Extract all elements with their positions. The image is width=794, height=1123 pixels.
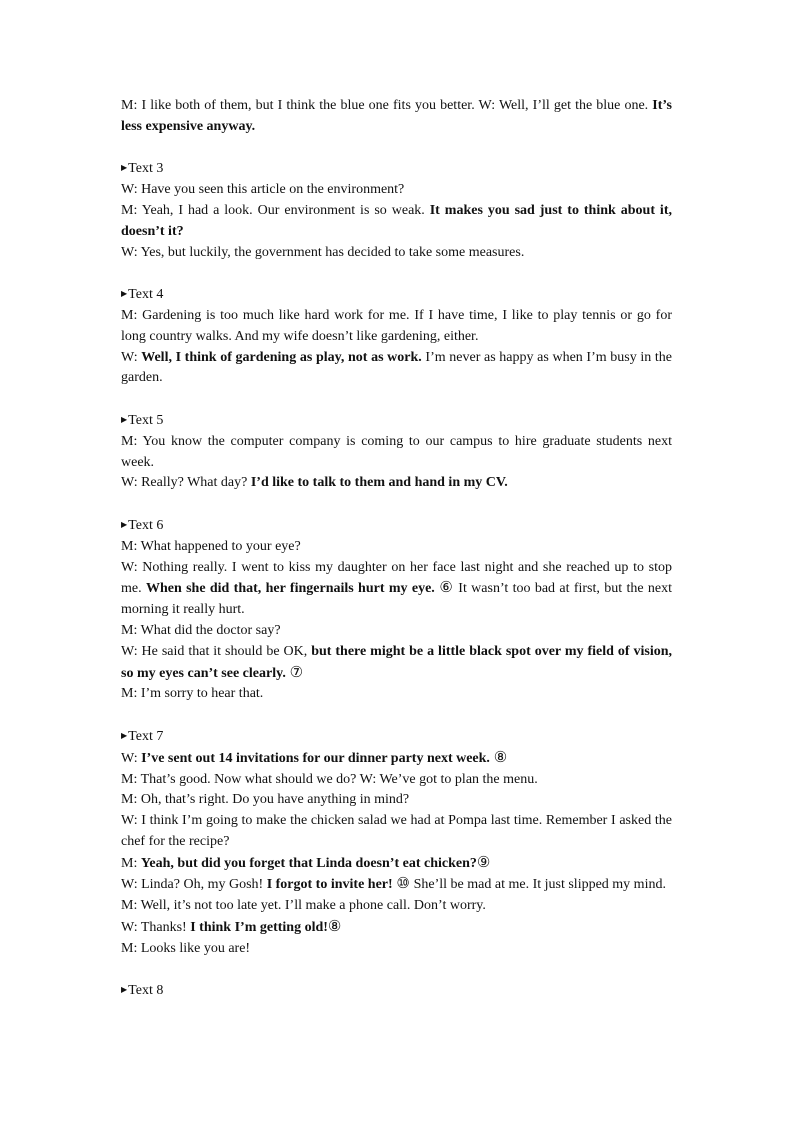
dialogue-line [121, 306, 672, 348]
section-heading-label: Text 4 [128, 287, 164, 303]
dialogue-line [121, 811, 672, 853]
dialogue-line [121, 201, 672, 243]
answer-marker: ⑧ [327, 919, 342, 936]
text-section [121, 284, 672, 389]
dialogue-line [121, 558, 672, 621]
line-text: I’m never as happy as when I’m busy in the garden. [121, 349, 673, 386]
key-sentence: It makes you sad just to think about it, doesn’t it? [121, 202, 672, 239]
key-sentence: I’ve sent out 14 invitations for our dinner party next week. [141, 750, 490, 766]
triangle-right-icon: ▶ [121, 730, 128, 740]
line-text: M: What did the doctor say? [121, 622, 281, 638]
triangle-right-icon: ▶ [121, 985, 128, 995]
dialogue-line [121, 770, 672, 791]
triangle-right-icon: ▶ [121, 163, 128, 173]
line-text: M: Oh, that’s right. Do you have anything in mind? [121, 792, 410, 808]
triangle-right-icon: ▶ [121, 289, 128, 299]
key-sentence: Yeah, but did you forget that Linda doesn’t eat chicken? [140, 855, 477, 871]
line-text: M: I’m sorry to hear that. [121, 686, 264, 702]
triangle-right-icon: ▶ [121, 519, 128, 529]
section-heading-label: Text 8 [128, 983, 164, 999]
line-text: W: Really? What day? [121, 475, 251, 491]
key-sentence: Well, I think of gardening as play, not as work. [141, 349, 422, 365]
triangle-right-icon: ▶ [121, 414, 128, 424]
text-section [121, 726, 672, 960]
line-text: W: [121, 750, 142, 766]
dialogue-line [121, 917, 672, 939]
dialogue-line [121, 748, 672, 770]
dialogue-line [121, 939, 672, 960]
line-text: W: Have you seen this article on the environment? [121, 182, 405, 198]
line-text: M: Yeah, I had a look. Our environment is so weak. [121, 202, 430, 218]
key-sentence: but there might be a little black spot over my field of vision, so my eyes can’t see clearly. [121, 643, 672, 681]
line-text: M: Looks like you are! [121, 940, 251, 956]
dialogue-line [121, 621, 672, 642]
dialogue-line [121, 790, 672, 811]
dialogue-line [121, 243, 672, 264]
transcript-body [121, 96, 672, 1002]
section-heading-label: Text 7 [128, 728, 164, 744]
line-text: W: Yes, but luckily, the government has decided to take some measures. [121, 244, 525, 260]
section-heading-label: Text 6 [128, 517, 164, 533]
dialogue-line [121, 432, 672, 474]
line-text: M: I like both of them, but I think the blue one fits you better. W: Well, I’ll get the blue one. [121, 98, 653, 113]
section-heading [121, 515, 672, 537]
dialogue-line [121, 874, 672, 896]
line-text: It wasn’t too bad at first, but the next morning it really hurt. [121, 581, 673, 618]
key-sentence: I forgot to invite her! [266, 877, 393, 893]
line-text: W: I think I’m going to make the chicken salad we had at Pompa last time. Remember I asked the chef for the recipe? [121, 813, 672, 849]
line-text: She’ll be mad at me. It just slipped my mind. [413, 877, 666, 893]
line-text: W: Linda? Oh, my Gosh! [121, 877, 267, 893]
text-section [121, 158, 672, 263]
dialogue-line [121, 473, 672, 494]
section-heading [121, 410, 672, 432]
line-text: M: [121, 855, 141, 871]
text-section [121, 515, 672, 705]
line-text: M: You know the computer company is coming to our campus to hire graduate students next week. [121, 433, 672, 470]
text-section [121, 980, 672, 1002]
key-sentence: I’d like to talk to them and hand in my CV. [250, 475, 508, 491]
key-sentence: I think I’m getting old! [190, 920, 328, 936]
dialogue-line [121, 684, 672, 705]
line-text: W: Nothing really. I went to kiss my daughter on her face last night and she reached up to stop me. [121, 559, 672, 597]
section-heading [121, 158, 672, 180]
line-text: M: What happened to your eye? [121, 538, 301, 554]
dialogue-line [121, 642, 672, 685]
section-heading [121, 726, 672, 748]
dialogue-line [121, 896, 672, 917]
dialogue-line [121, 537, 672, 558]
line-text: M: Well, it’s not too late yet. I’ll make a phone call. Don’t worry. [121, 898, 486, 914]
answer-marker: ⑨ [476, 854, 491, 871]
section-heading-label: Text 3 [128, 161, 164, 177]
section-heading [121, 284, 672, 306]
dialogue-line [121, 853, 672, 875]
section-heading [121, 980, 672, 1002]
dialogue-line [121, 348, 672, 390]
answer-marker: ⑧ [489, 749, 508, 766]
line-text: W: He said that it should be OK, [121, 643, 312, 659]
text-section [121, 410, 672, 494]
dialogue-line [121, 96, 672, 138]
answer-marker: ⑩ [392, 876, 414, 893]
line-text: W: Thanks! [121, 920, 191, 936]
key-sentence: When she did that, her fingernails hurt my eye. [145, 581, 435, 597]
line-text: M: That’s good. Now what should we do? W: We’ve got to plan the menu. [121, 771, 538, 787]
dialogue-line [121, 180, 672, 201]
section-heading-label: Text 5 [128, 412, 164, 428]
answer-marker: ⑥ [434, 580, 459, 597]
line-text: W: [121, 349, 142, 365]
line-text: M: Gardening is too much like hard work for me. If I have time, I like to play tennis or go for long country walks. And my wife doesn’t like gardening, either. [121, 307, 672, 344]
key-sentence: It’s less expensive anyway. [121, 98, 672, 134]
answer-marker: ⑦ [285, 664, 304, 681]
